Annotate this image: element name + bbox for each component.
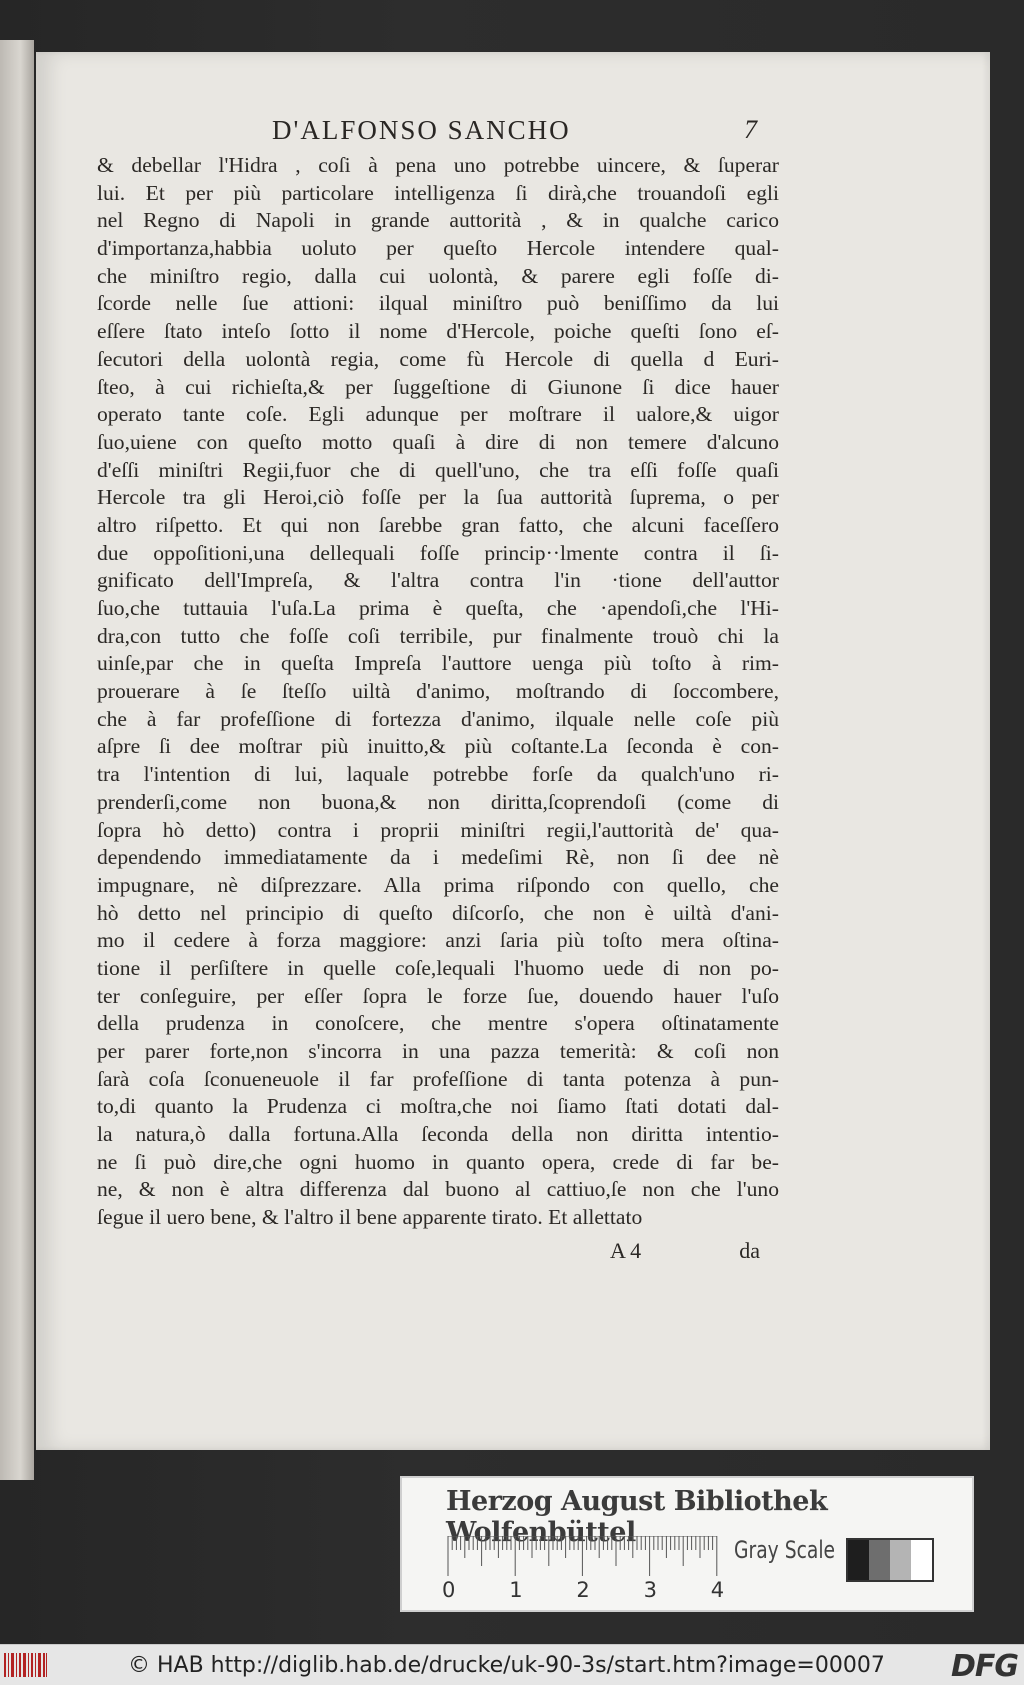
text-line: ter conſeguire, per eſſer ſopra le forze ſue, douendo hauer l'uſo (97, 983, 779, 1008)
text-line: tione il perſiſtere in quelle coſe,lequali l'huomo uede di non po- (97, 955, 779, 980)
page-number: 7 (744, 115, 757, 144)
footer-bar (0, 1644, 1024, 1685)
ruler-scale (446, 1536, 718, 1576)
grayscale-patch (890, 1540, 911, 1580)
color-scale-card (400, 1476, 974, 1612)
text-line: nel Regno di Napoli in grande auttorità , & in qualche carico (97, 208, 779, 233)
text-line: ſopra hò detto) contra i proprii miniſtri regii,l'auttorità de' qua- (97, 817, 779, 842)
grayscale-patch (848, 1540, 869, 1580)
ruler-number: 1 (509, 1578, 523, 1602)
text-line: lui. Et per più particolare intelligenza ſi dirà,che trouandoſi egli (97, 180, 779, 205)
barcode-icon (4, 1651, 48, 1679)
running-title: D'ALFONSO SANCHO (272, 115, 571, 145)
text-line: Hercole tra gli Heroi,ciò foſſe per la ſua auttorità ſuprema, o per (97, 485, 779, 510)
text-line: che à far profeſſione di fortezza d'animo, ilquale nelle coſe più (97, 706, 779, 731)
text-line: tra l'intention di lui, laquale potrebbe forſe da qualch'uno ri- (97, 762, 779, 787)
text-line: ſecutori della uolontà regia, come fù Hercole di quella d Euri- (97, 346, 779, 371)
ruler-number: 0 (442, 1578, 456, 1602)
text-line: d'eſſi miniſtri Regii,fuor che di quell'uno, che tra eſſi foſſe quaſi (97, 457, 779, 482)
dfg-logo: DFG (950, 1649, 1018, 1684)
grayscale-label: Gray Scale (734, 1536, 836, 1564)
text-line: ſcorde nelle ſue attioni: ilqual miniſtro può beniſſimo da lui (97, 291, 779, 316)
ruler-number: 2 (576, 1578, 590, 1602)
text-line: della prudenza in conoſcere, che mentre s'opera oſtinatamente (97, 1011, 779, 1036)
text-line: impugnare, nè diſprezzare. Alla prima riſpondo con quello, che (97, 872, 779, 897)
ruler-number: 4 (710, 1578, 725, 1602)
text-line: & debellar l'Hidra , coſi à pena uno potrebbe uincere, & ſuperar (97, 153, 779, 177)
signature-line (600, 1238, 760, 1266)
text-line: gnificato dell'Impreſa, & l'altra contra l'in ·tione dell'auttor (97, 568, 779, 593)
previous-page-edge (0, 40, 34, 1480)
text-line: ſuo,che tuttauia l'uſa.La prima è queſta, che ·apendoſi,che l'Hi- (97, 596, 779, 620)
text-line: due oppoſitioni,una dellequali foſſe princip··lmente contra il ſi- (97, 540, 779, 565)
signature-mark: A 4 (610, 1238, 642, 1263)
grayscale-patch (911, 1540, 932, 1580)
text-line: ne ſi può dire,che ogni huomo in quanto opera, crede di far be- (97, 1149, 779, 1174)
text-line: ſuo,uiene con queſto motto quaſi à dire di non temere d'alcuno (97, 429, 779, 454)
text-line: ſarà coſa ſconueneuole il far profeſſione di tanta potenza à pun- (97, 1066, 779, 1091)
text-line: ſegue il uero bene, & l'altro il bene apparente tirato. Et allettato (97, 1205, 643, 1230)
text-line: dra,con tutto che foſſe coſi terribile, pur finalmente trouò chi la (97, 623, 779, 648)
text-line: per parer forte,non s'incorra in una pazza temerità: & coſi non (97, 1039, 779, 1063)
text-line: operato tante coſe. Egli adunque per moſtrare il ualore,& uigor (97, 402, 779, 427)
ruler-numbers (442, 1578, 742, 1602)
text-line: to,di quanto la Prudenza ci moſtra,che noi ſiamo ſtati dotati dal- (97, 1094, 779, 1119)
text-line: d'importanza,habbia uoluto per queſto Hercole intendere qual- (97, 236, 779, 261)
text-line: dependendo immediatamente da i medeſimi Rè, non ſi dee nè (97, 845, 779, 870)
text-line: prouerare à ſe ſteſſo uiltà d'animo, moſtrando di ſoccombere, (97, 679, 779, 704)
text-line: prenderſi,come non buona,& non diritta,ſcoprendoſi (come di (97, 789, 779, 814)
text-line: eſſere ſtato inteſo ſotto il nome d'Hercole, poiche queſti ſono eſ- (97, 319, 779, 344)
text-line: uinſe,par che in queſta Impreſa l'auttore uenga più toſto à rim- (97, 651, 779, 676)
grayscale-patch (869, 1540, 890, 1580)
text-line: hò detto nel principio di queſto diſcorſo, che non è uiltà d'ani- (97, 900, 779, 925)
footer-copyright-url: © HAB http://diglib.hab.de/drucke/uk-90-3s/start.htm?image=00007 (128, 1653, 885, 1678)
text-line: altro riſpetto. Et qui non ſarebbe gran fatto, che alcuni faceſſero (97, 512, 779, 537)
text-line: ſteo, à cui richieſta,& per ſuggeſtione di Giunone ſi dice hauer (97, 374, 779, 399)
text-line: che miniſtro regio, dalla cui uolontà, & parere egli foſſe di- (97, 263, 779, 288)
text-line: mo il cedere à forza maggiore: anzi ſaria più toſto mera oſtina- (97, 928, 779, 953)
text-line: ne, & non è altra differenza dal buono al cattiuo,ſe non che l'uno (97, 1177, 779, 1202)
body-text (97, 152, 779, 1232)
catchword: da (739, 1238, 760, 1263)
running-head (237, 115, 757, 151)
library-name: Herzog August Bibliothek Wolfenbüttel (446, 1486, 828, 1548)
grayscale-patches (846, 1538, 934, 1582)
text-line: la natura,ò dalla fortuna.Alla ſeconda della non diritta intentio- (97, 1122, 779, 1147)
text-line: aſpre ſi dee moſtrar più inuitto,& più coſtante.La ſeconda è con- (97, 734, 779, 759)
ruler-number: 3 (643, 1578, 657, 1602)
